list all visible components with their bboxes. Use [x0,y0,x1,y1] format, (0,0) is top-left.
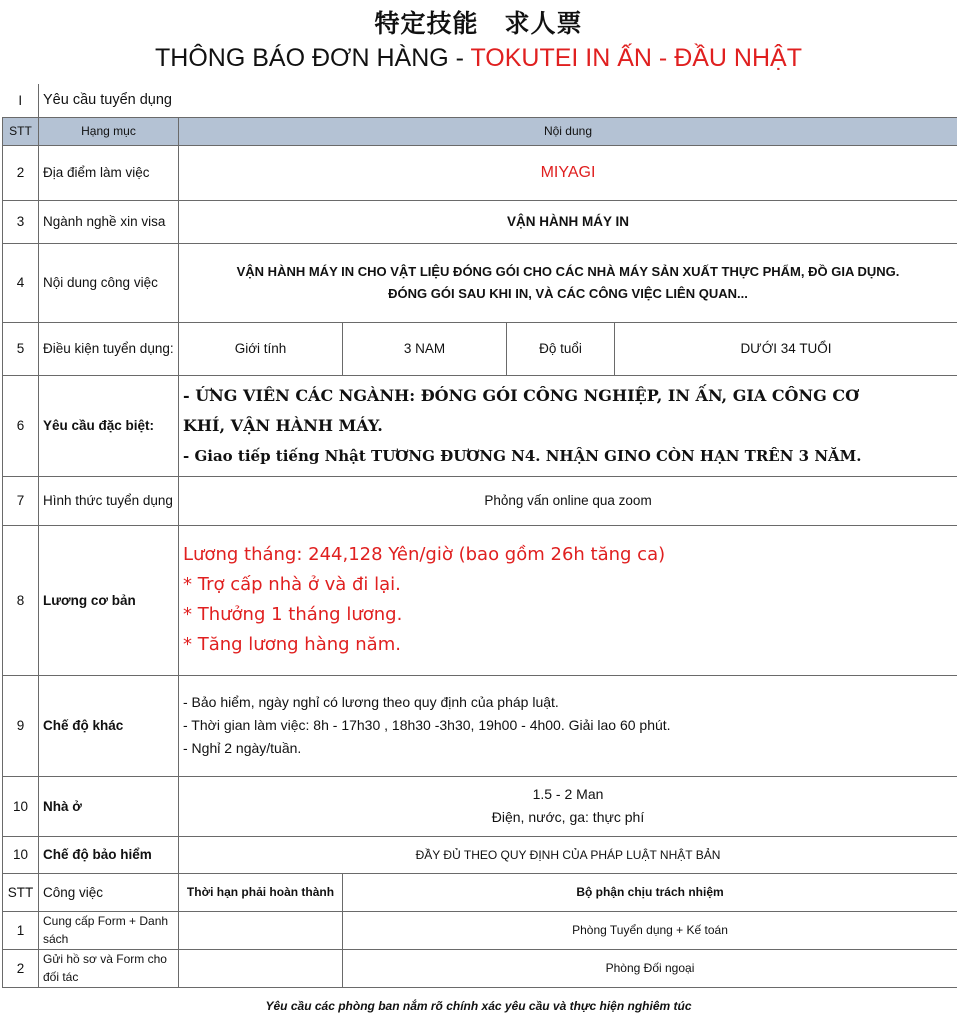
job-description [179,243,957,322]
row-label: Chế độ khác [39,675,179,776]
gender-value: 3 NAM [343,322,507,375]
section-roman: I [3,84,39,117]
location-value: MIYAGI [179,145,957,200]
row-label: Yêu cầu đặc biệt: [39,375,179,476]
age-value: DƯỚI 34 TUỔI [615,322,957,375]
row-special [3,375,957,476]
task-header-dept: Bộ phận chịu trách nhiệm [343,873,957,911]
job-order-table [2,84,957,988]
special-line: KHÍ, VẬN HÀNH MÁY. [183,415,383,435]
special-requirements [179,375,957,476]
row-stt: 5 [3,322,39,375]
housing-line: 1.5 - 2 Man [532,786,604,802]
title-japanese: 特定技能 求人票 [374,9,583,38]
header-stt: STT [3,117,39,145]
row-housing [3,776,957,836]
recruit-form-value: Phỏng vấn online qua zoom [179,476,957,525]
other-line: - Bảo hiểm, ngày nghỉ có lương theo quy định của pháp luật. [183,694,559,710]
housing-details [179,776,957,836]
row-stt: 10 [3,776,39,836]
other-benefits [179,675,957,776]
row-label: Hình thức tuyển dụng [39,476,179,525]
task-header-deadline: Thời hạn phải hoàn thành [179,873,343,911]
task-header-stt: STT [3,873,39,911]
task-deadline [179,911,343,949]
title-highlight: TOKUTEI IN ẤN - ĐẦU NHẬT [470,44,802,72]
task-name: Cung cấp Form + Danh sách [39,911,179,949]
header-item: Hạng mục [39,117,179,145]
gender-label: Giới tính [179,322,343,375]
special-line: - ỨNG VIÊN CÁC NGÀNH: ĐÓNG GÓI CÔNG NGHIỆP, IN ẤN, GIA CÔNG CƠ [183,385,860,405]
task-dept: Phòng Đối ngoại [343,949,957,987]
row-insurance [3,836,957,873]
row-stt: 8 [3,525,39,675]
row-label: Địa điểm làm việc [39,145,179,200]
task-deadline [179,949,343,987]
row-location [3,145,957,200]
section-label: Yêu cầu tuyển dụng [39,84,957,117]
section-row [3,84,957,117]
salary-details [179,525,957,675]
row-stt: 9 [3,675,39,776]
visa-value: VẬN HÀNH MÁY IN [179,200,957,243]
task-name: Gửi hồ sơ và Form cho đối tác [39,949,179,987]
row-label: Lương cơ bản [39,525,179,675]
row-job [3,243,957,322]
salary-line: * Thưởng 1 tháng lương. [183,604,403,625]
row-label: Nhà ở [39,776,179,836]
row-other [3,675,957,776]
salary-line: Lương tháng: 244,128 Yên/giờ (bao gồm 26h tăng ca) [183,544,666,565]
row-label: Ngành nghề xin visa [39,200,179,243]
row-conditions [3,322,957,375]
row-stt: 7 [3,476,39,525]
salary-line: * Tăng lương hàng năm. [183,634,401,655]
other-line: - Thời gian làm việc: 8h - 17h30 , 18h30 -3h30, 19h00 - 4h00. Giải lao 60 phút. [183,717,671,733]
special-line: - Giao tiếp tiếng Nhật TƯƠNG ĐƯƠNG N4. NHẬN GINO CÒN HẠN TRÊN 3 NĂM. [183,446,862,465]
job-line: VẬN HÀNH MÁY IN CHO VẬT LIỆU ĐÓNG GÓI CHO CÁC NHÀ MÁY SẢN XUẤT THỰC PHẨM, ĐỒ GIA DỤNG. [236,263,900,279]
row-stt: 10 [3,836,39,873]
insurance-value: ĐẦY ĐỦ THEO QUY ĐỊNH CỦA PHÁP LUẬT NHẬT BẢN [179,836,957,873]
row-stt: 3 [3,200,39,243]
row-salary [3,525,957,675]
header-content: Nội dung [179,117,957,145]
title-prefix: THÔNG BÁO ĐƠN HÀNG - [155,44,471,72]
row-visa [3,200,957,243]
row-stt: 2 [3,145,39,200]
footer-note: Yêu cầu các phòng ban nắm rõ chính xác yêu cầu và thực hiện nghiêm túc [265,999,692,1013]
header-row [3,117,957,145]
row-label: Điều kiện tuyển dụng: [39,322,179,375]
job-line: ĐÓNG GÓI SAU KHI IN, VÀ CÁC CÔNG VIỆC LIÊN QUAN... [388,285,748,301]
task-row [3,911,957,949]
row-recruit-form [3,476,957,525]
age-label: Độ tuổi [507,322,615,375]
other-line: - Nghỉ 2 ngày/tuần. [183,740,302,756]
title-vietnamese [0,44,957,73]
row-label: Nội dung công việc [39,243,179,322]
row-stt: 6 [3,375,39,476]
row-label: Chế độ bảo hiểm [39,836,179,873]
task-header-row [3,873,957,911]
task-stt: 2 [3,949,39,987]
task-row [3,949,957,987]
task-stt: 1 [3,911,39,949]
salary-line: * Trợ cấp nhà ở và đi lại. [183,574,401,595]
housing-line: Điện, nước, ga: thực phí [491,809,645,825]
row-stt: 4 [3,243,39,322]
task-header-task: Công việc [39,873,179,911]
task-dept: Phòng Tuyển dụng + Kế toán [343,911,957,949]
